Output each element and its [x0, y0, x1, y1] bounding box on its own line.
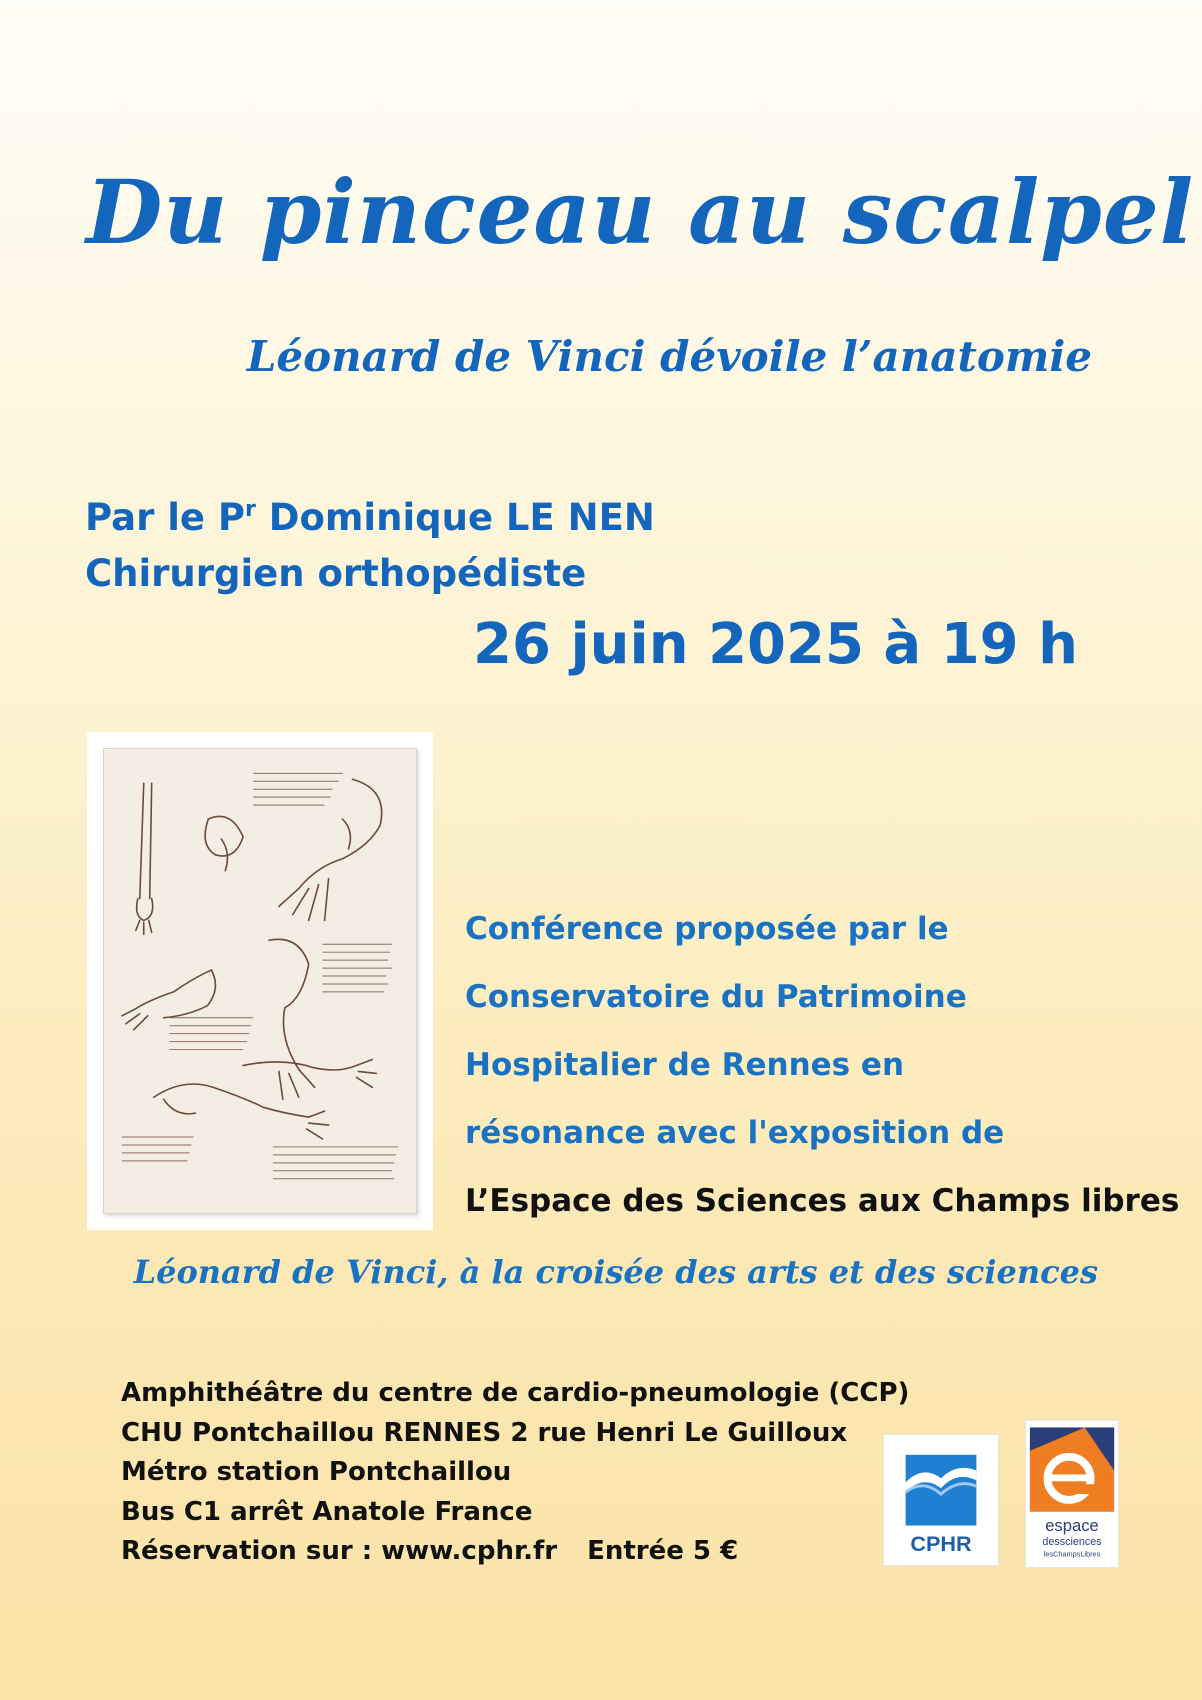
conference-description	[465, 895, 1179, 1235]
anatomy-drawing-frame	[87, 732, 433, 1230]
venue-name: L’Espace des Sciences aux Champs libres	[465, 1183, 1180, 1219]
cphr-logo	[883, 1434, 999, 1566]
speaker-name-line	[85, 490, 655, 546]
event-date: 26 juin 2025 à 19 h	[473, 612, 1078, 677]
reservation-line	[121, 1532, 909, 1572]
poster-subtitle: Léonard de Vinci dévoile l’anatomie	[246, 332, 1092, 381]
reservation-text: Réservation sur : www.cphr.fr	[121, 1536, 558, 1566]
espace-logo-line2: dessciences	[1042, 1535, 1102, 1548]
speaker-block	[85, 490, 655, 602]
exhibition-title: Léonard de Vinci, à la croisée des arts et des sciences	[133, 1253, 1098, 1291]
entry-price: Entrée 5 €	[587, 1536, 739, 1566]
address-line: Bus C1 arrêt Anatole France	[121, 1496, 533, 1527]
poster-title: Du pinceau au scalpel	[86, 160, 1195, 264]
anatomy-drawing	[103, 748, 417, 1214]
conference-line: résonance avec l'exposition de	[465, 1115, 1005, 1151]
espace-des-sciences-logo	[1025, 1420, 1119, 1568]
conference-line: Conférence proposée par le	[465, 911, 949, 947]
conference-line: Hospitalier de Rennes en	[465, 1047, 905, 1083]
espace-logo-line3: lesChampsLibres	[1043, 1549, 1101, 1559]
address-line: Amphithéâtre du centre de cardio-pneumologie (CCP)	[121, 1378, 910, 1408]
speaker-name: Dominique LE NEN	[255, 496, 655, 539]
speaker-role: Chirurgien orthopédiste	[85, 552, 587, 595]
address-line: Métro station Pontchaillou	[121, 1457, 512, 1487]
speaker-prefix: Par le P	[85, 496, 245, 539]
address-block	[121, 1374, 909, 1572]
speaker-title-superscript: r	[245, 497, 256, 522]
espace-logo-mark	[1026, 1421, 1118, 1567]
cphr-logo-text: CPHR	[910, 1531, 972, 1557]
address-line: CHU Pontchaillou RENNES 2 rue Henri Le Guilloux	[121, 1417, 848, 1448]
conference-line: Conservatoire du Patrimoine	[465, 979, 967, 1015]
cphr-logo-mark	[884, 1435, 998, 1565]
espace-logo-line1: espace	[1045, 1516, 1099, 1536]
foot-bones-sketch	[104, 749, 416, 1213]
